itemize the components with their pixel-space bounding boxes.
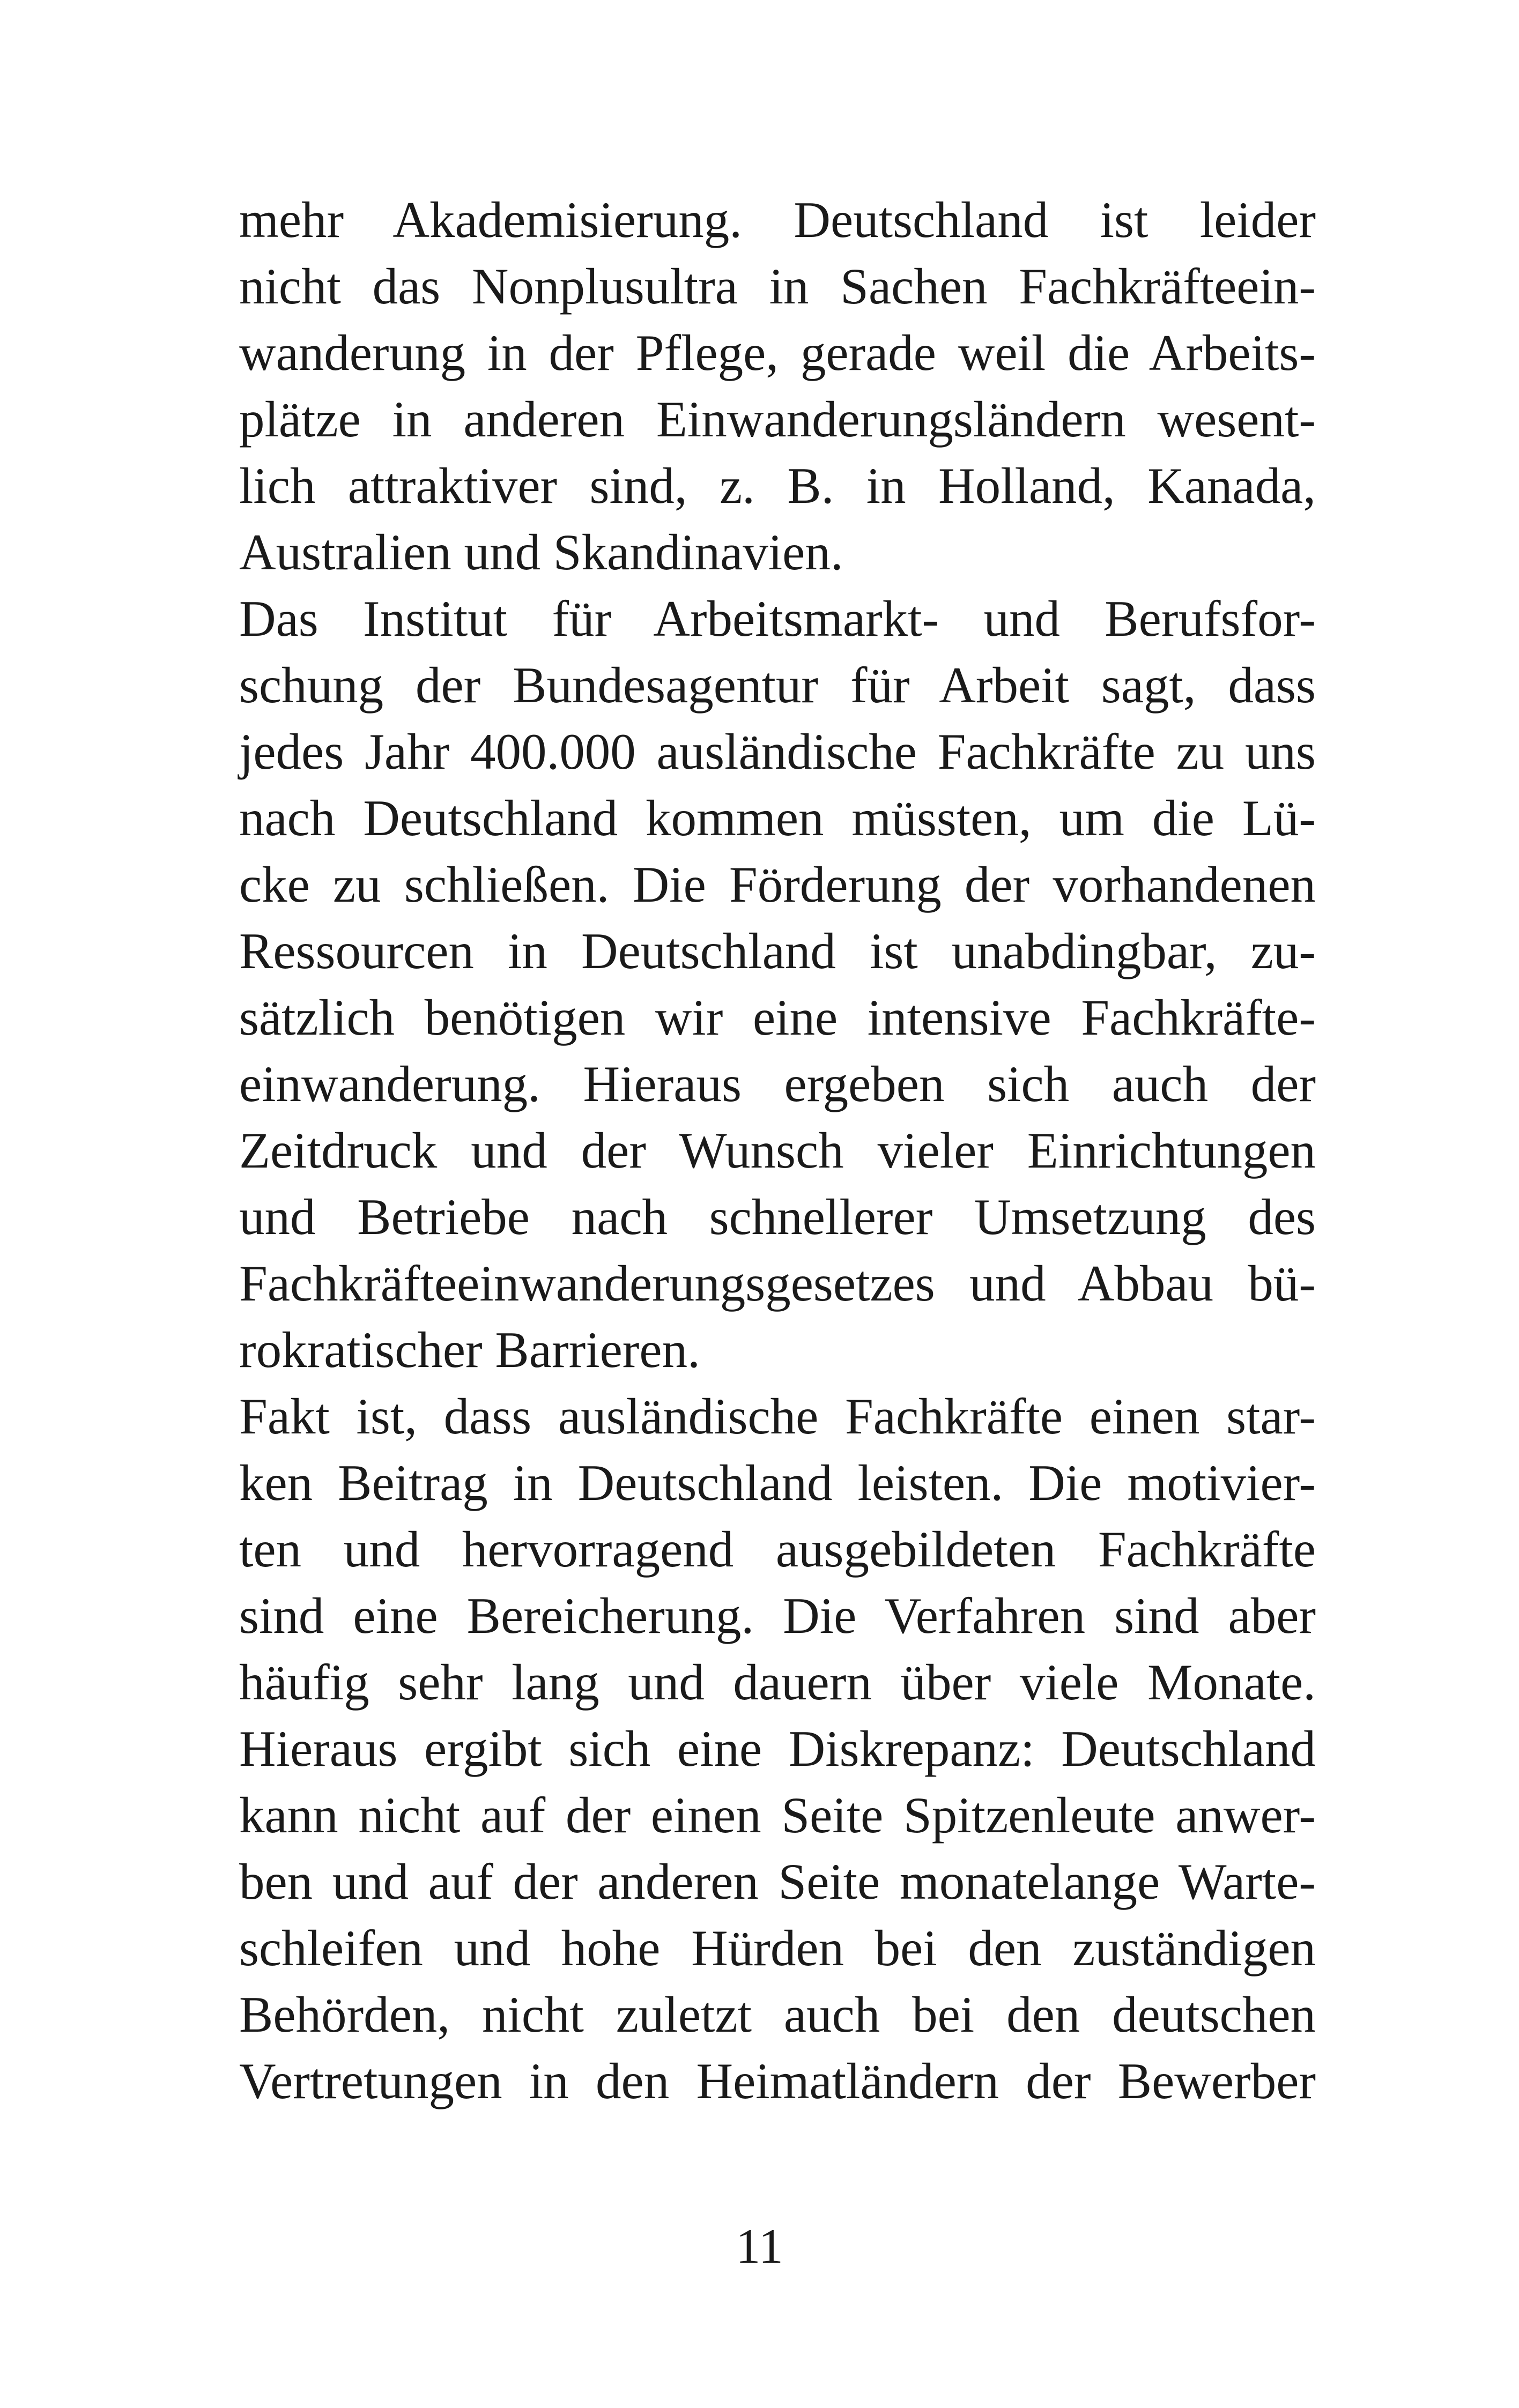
text-line: Fachkräfteeinwanderungsgesetzes und Abbau bü- xyxy=(239,1255,1316,1312)
text-line: Vertretungen in den Heimatländern der Bewerber xyxy=(239,2053,1316,2109)
text-line: Ressourcen in Deutschland ist unabdingbar, zu- xyxy=(239,923,1316,979)
text-line: Behörden, nicht zuletzt auch bei den deutschen xyxy=(239,1986,1316,2043)
page-number: 11 xyxy=(736,2219,783,2273)
text-line: Das Institut für Arbeitsmarkt- und Berufsfor- xyxy=(239,590,1316,647)
text-line: rokratischer Barrieren. xyxy=(239,1321,700,1378)
text-line: Australien und Skandinavien. xyxy=(239,524,843,581)
text-line: mehr Akademisierung. Deutschland ist leider xyxy=(239,191,1316,248)
text-line: einwanderung. Hieraus ergeben sich auch der xyxy=(239,1056,1316,1112)
text-line: ben und auf der anderen Seite monatelange Warte- xyxy=(239,1853,1316,1910)
text-line: Hieraus ergibt sich eine Diskrepanz: Deutschland xyxy=(239,1720,1316,1777)
text-line: schung der Bundesagentur für Arbeit sagt, dass xyxy=(239,657,1316,714)
text-line: jedes Jahr 400.000 ausländische Fachkräfte zu uns xyxy=(239,723,1316,780)
text-line: wanderung in der Pflege, gerade weil die Arbeits- xyxy=(239,324,1316,381)
text-line: häufig sehr lang und dauern über viele Monate. xyxy=(239,1654,1316,1711)
text-line: und Betriebe nach schnellerer Umsetzung des xyxy=(239,1188,1316,1245)
text-line: sind eine Bereicherung. Die Verfahren sind aber xyxy=(239,1587,1316,1644)
text-line: plätze in anderen Einwanderungsländern wesent- xyxy=(239,391,1316,448)
text-line: cke zu schließen. Die Förderung der vorhandenen xyxy=(239,856,1316,913)
text-line: nach Deutschland kommen müssten, um die Lü- xyxy=(239,790,1316,846)
text-line: nicht das Nonplusultra in Sachen Fachkräfteein- xyxy=(239,258,1316,315)
text-line: ken Beitrag in Deutschland leisten. Die motivier- xyxy=(239,1454,1316,1511)
text-line: Fakt ist, dass ausländische Fachkräfte einen star- xyxy=(239,1388,1316,1445)
text-line: sätzlich benötigen wir eine intensive Fachkräfte- xyxy=(239,989,1316,1046)
text-line: lich attraktiver sind, z. B. in Holland, Kanada, xyxy=(239,457,1316,514)
text-line: ten und hervorragend ausgebildeten Fachkräfte xyxy=(239,1521,1316,1578)
text-line: Zeitdruck und der Wunsch vieler Einrichtungen xyxy=(239,1122,1316,1179)
text-line: kann nicht auf der einen Seite Spitzenleute anwer- xyxy=(239,1787,1316,1844)
body-text xyxy=(239,187,1316,2114)
text-line: schleifen und hohe Hürden bei den zuständigen xyxy=(239,1920,1316,1976)
